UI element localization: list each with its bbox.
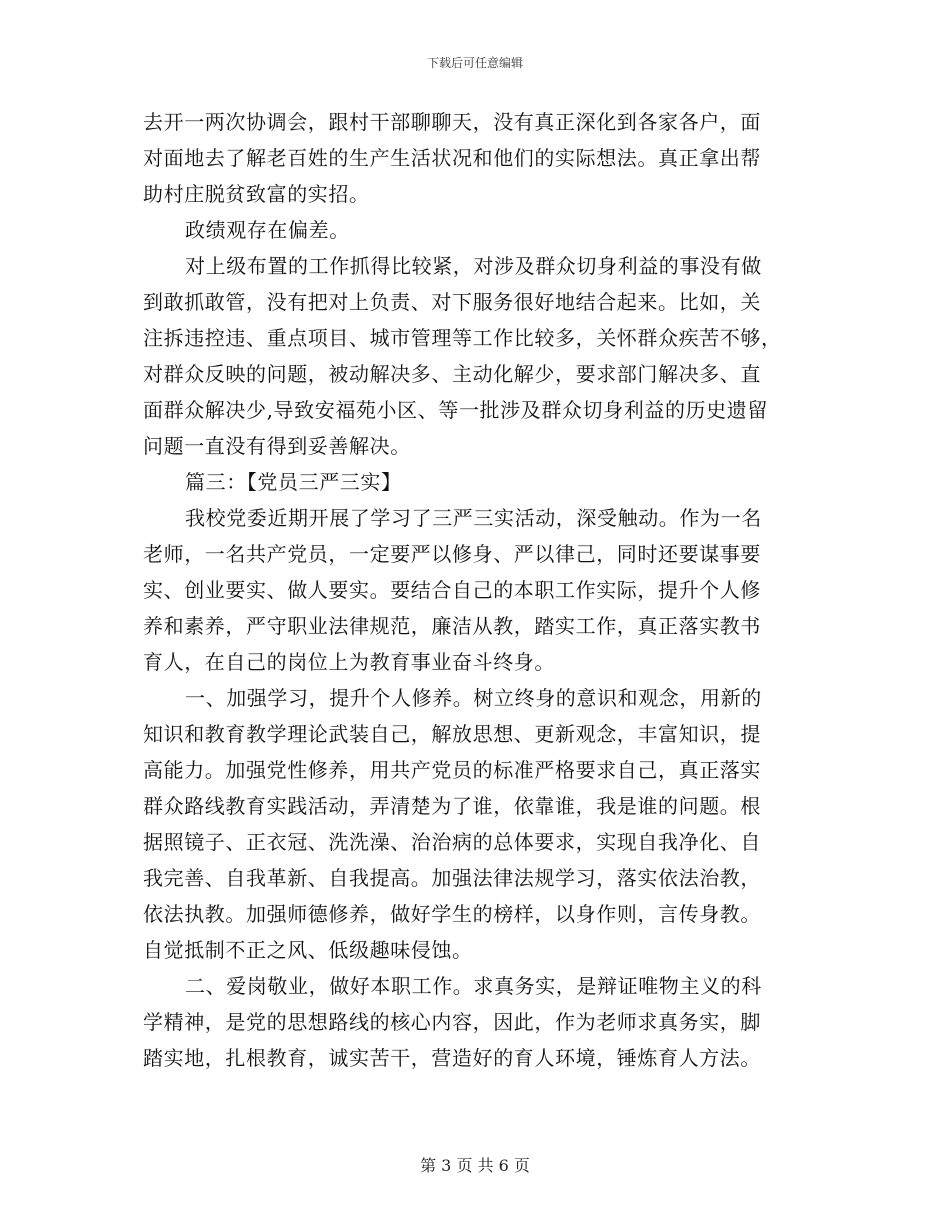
paragraph-line: 问题一直没有得到妥善解决。 xyxy=(143,434,411,458)
paragraph-line: 依法执教。加强师德修养，做好学生的榜样，以身作则，言传身教。 xyxy=(143,902,761,926)
paragraph-first-line: 篇三：【党员三严三实】 xyxy=(185,470,402,494)
paragraph-line: 实、创业要实、做人要实。要结合自己的本职工作实际，提升个人修 xyxy=(143,578,761,602)
paragraph-line: 我完善、自我革新、自我提高。加强法律法规学习，落实依法治教， xyxy=(143,866,761,890)
paragraph-line: 高能力。加强党性修养，用共产党员的标准严格要求自己，真正落实 xyxy=(143,758,761,782)
paragraph-first-line: 政绩观存在偏差。 xyxy=(185,218,350,242)
page-header: 下载后可任意编辑 xyxy=(426,56,523,70)
paragraph-line: 自觉抵制不正之风、低级趣味侵蚀。 xyxy=(143,938,473,962)
page-number: 第 3 页 共 6 页 xyxy=(420,1156,530,1175)
paragraph-line: 学精神，是党的思想路线的核心内容，因此，作为老师求真务实，脚 xyxy=(143,1010,761,1034)
paragraph-line: 老师，一名共产党员，一定要严以修身、严以律己，同时还要谋事要 xyxy=(143,542,761,566)
paragraph-line: 育人，在自己的岗位上为教育事业奋斗终身。 xyxy=(143,650,555,674)
paragraph-line: 对群众反映的问题，被动解决多、主动化解少，要求部门解决多、直 xyxy=(143,362,761,386)
paragraph-line: 踏实地，扎根教育，诚实苦干，营造好的育人环境，锤炼育人方法。 xyxy=(143,1046,761,1070)
paragraph-line: 面群众解决少,导致安福苑小区、等一批涉及群众切身利益的历史遗留 xyxy=(143,398,768,422)
paragraph-line: 到敢抓敢管，没有把对上负责、对下服务很好地结合起来。比如，关 xyxy=(143,290,761,314)
paragraph-first-line: 二、爱岗敬业，做好本职工作。求真务实，是辩证唯物主义的科 xyxy=(185,974,762,998)
paragraph-line: 对面地去了解老百姓的生产生活状况和他们的实际想法。真正拿出帮 xyxy=(143,146,761,170)
paragraph-first-line: 我校党委近期开展了学习了三严三实活动，深受触动。作为一名 xyxy=(185,506,762,530)
paragraph-first-line: 对上级布置的工作抓得比较紧，对涉及群众切身利益的事没有做 xyxy=(185,254,762,278)
paragraph-line: 助村庄脱贫致富的实招。 xyxy=(143,182,370,206)
paragraph-line: 群众路线教育实践活动，弄清楚为了谁，依靠谁，我是谁的问题。根 xyxy=(143,794,761,818)
paragraph-line: 据照镜子、正衣冠、洗洗澡、治治病的总体要求，实现自我净化、自 xyxy=(143,830,761,854)
paragraph-line: 去开一两次协调会，跟村干部聊聊天，没有真正深化到各家各户，面 xyxy=(143,110,761,134)
paragraph-first-line: 一、加强学习，提升个人修养。树立终身的意识和观念，用新的 xyxy=(185,686,762,710)
document-body xyxy=(143,104,815,1076)
paragraph-line: 知识和教育教学理论武装自己，解放思想、更新观念，丰富知识，提 xyxy=(143,722,761,746)
paragraph-line: 养和素养，严守职业法律规范，廉洁从教，踏实工作，真正落实教书 xyxy=(143,614,761,638)
paragraph-line: 注拆违控违、重点项目、城市管理等工作比较多，关怀群众疾苦不够， xyxy=(143,326,782,350)
